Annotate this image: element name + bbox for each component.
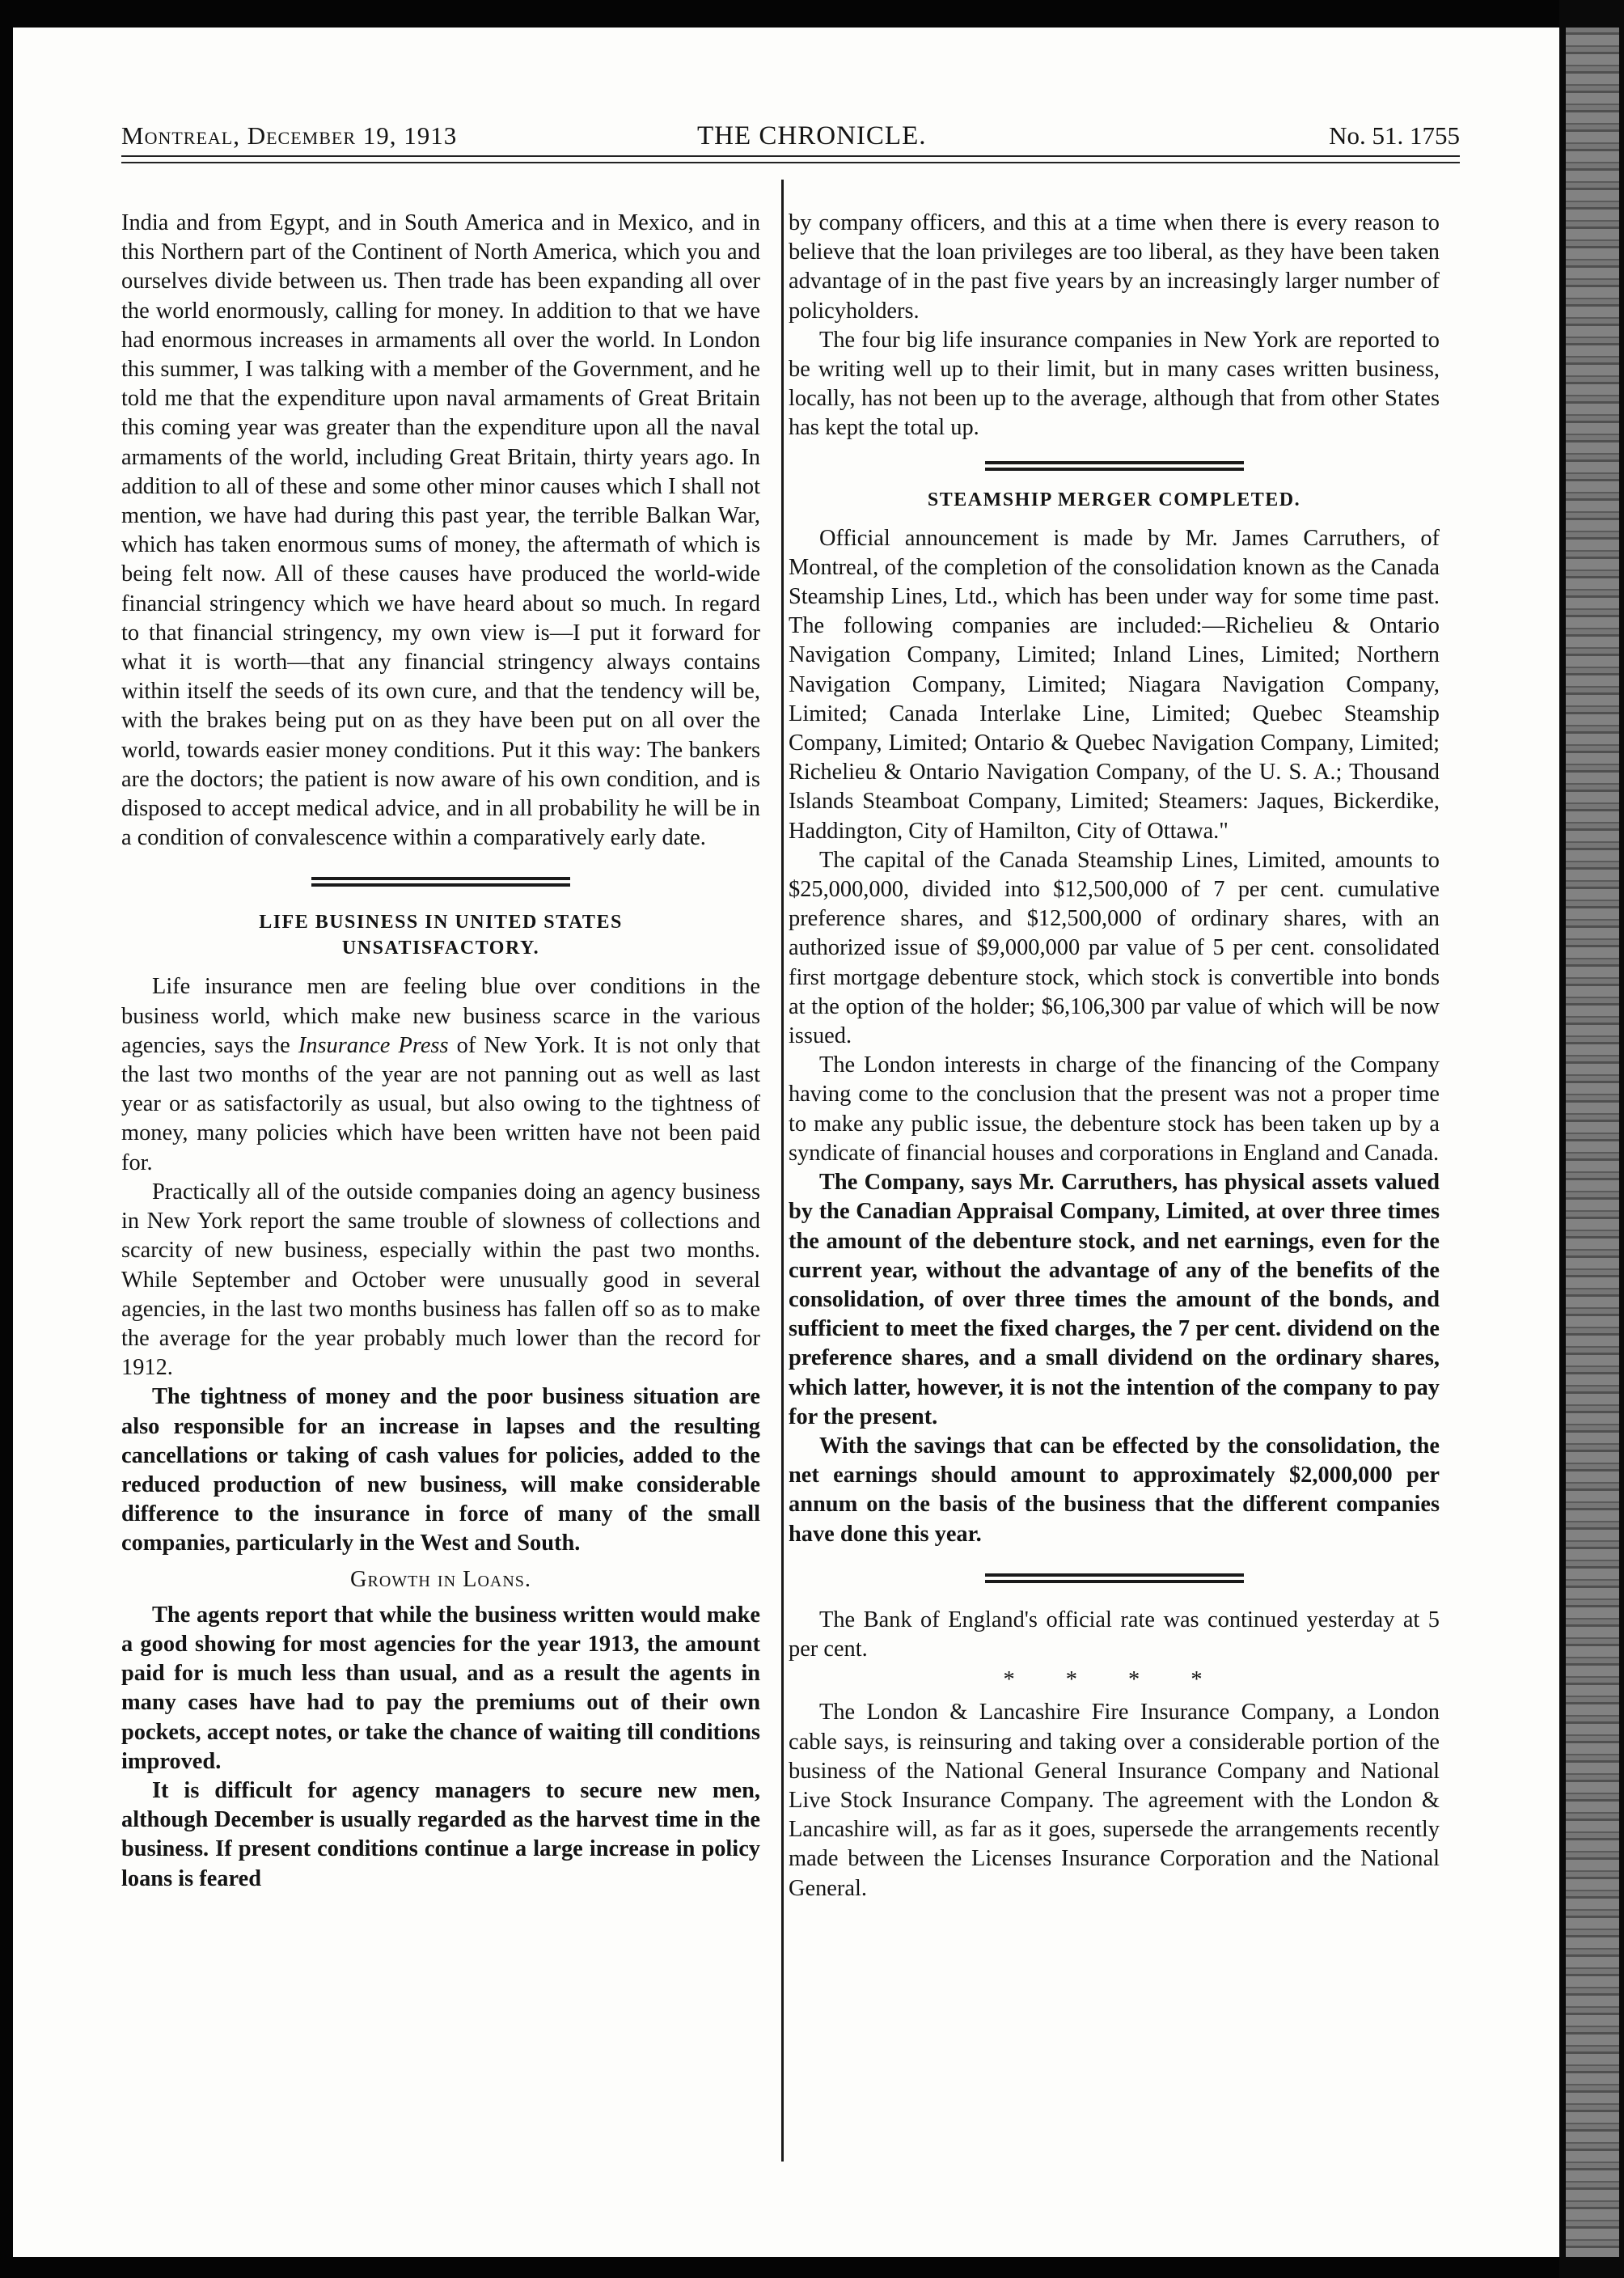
book-binding-edge <box>1566 28 1619 2257</box>
publication-name: Insurance Press <box>298 1032 449 1058</box>
article-paragraph: It is difficult for agency managers to secure new men, although December is usually regarded as the harvest time in the business. If present conditions continue a large increase in policy loans is feared <box>121 1777 760 1891</box>
scan-border-left <box>0 0 13 2278</box>
article-headline-steamship-merger: STEAMSHIP MERGER COMPLETED. <box>927 489 1301 510</box>
article-paragraph: The Company, says Mr. Carruthers, has physical assets valued by the Canadian Appraisal Company, Limited, at over three times the amount of the debenture stock, and net earnings, even for the current year, without the advantage of any of the benefits of the consolidation, of over three times the amount of the bonds, and sufficient to meet the fixed charges, the 7 per cent. dividend on the preference shares, and a small dividend on the ordinary shares, which latter, however, it is not the intention of the company to pay for the present. <box>789 1170 1440 1429</box>
paragraph-text: of New York. It is not only that the last two months of the year are not panning out as well as last year or as satisfactorily as usual, but also owing to the tightness of money, many policies which have been written have not been paid for. <box>121 1032 760 1175</box>
headline-line-1: LIFE BUSINESS IN UNITED STATES <box>259 912 623 934</box>
scan-border-top <box>0 0 1624 28</box>
paragraph-text: Life insurance men are feeling blue over conditions in the business world, which make new business scarce in the various agencies, says the <box>121 974 760 1058</box>
right-column <box>789 209 1440 1903</box>
article-paragraph: The agents report that while the business written would make a good showing for most agencies for the year 1913, the amount paid for is much less than usual, and as a result the agents in many cases have had to pay the premiums out of their own pockets, accept notes, or take the chance of waiting till conditions improved. <box>121 1602 760 1774</box>
article-paragraph <box>121 972 760 1177</box>
column-divider <box>781 180 784 2162</box>
header-dateline: Montreal, December 19, 1913 <box>121 121 458 150</box>
brief-paragraph-bank-rate: The Bank of England's official rate was continued yesterday at 5 per cent. <box>789 1607 1440 1662</box>
scan-border-bottom <box>0 2257 1624 2278</box>
header-issue-page: No. 51. 1755 <box>1329 121 1460 150</box>
header-masthead: THE CHRONICLE. <box>697 121 927 150</box>
article-paragraph: The four big life insurance companies in New York are reported to be writing well up to their limit, but in many cases written business, locally, has not been up to the average, although that from other States has kept the total up. <box>789 327 1440 441</box>
subheading-growth-in-loans: Growth in Loans. <box>349 1566 531 1592</box>
article-paragraph: The London interests in charge of the financing of the Company having come to the conclusion that the present was not a proper time to make any public issue, the debenture stock has been taken up by a syndicate of financial houses and corporations in England and Canada. <box>789 1052 1440 1166</box>
brief-paragraph-london-lancashire: The London & Lancashire Fire Insurance Company, a London cable says, is reinsuring and taking over a considerable portion of the business of the National General Insurance Company and National Live Stock Insurance Company. The agreement with the London & Lancashire will, as far as it goes, supersede the arrangements recently made between the Licenses Insurance Corporation and the National General. <box>789 1700 1440 1901</box>
article-separator <box>985 1573 1244 1583</box>
continued-paragraph: by company officers, and this at a time when there is every reason to believe that the loan privileges are too liberal, as they have been taken advantage of in the past five years by an increasingly larger number of policyholders. <box>789 210 1440 324</box>
article-paragraph: The tightness of money and the poor business situation are also responsible for an increase in lapses and the resulting cancellations or taking of cash values for policies, added to the reduced production of new business, will make considerable difference to the insurance in force of many of the small companies, particularly in the West and South. <box>121 1384 760 1556</box>
article-separator <box>985 461 1244 471</box>
article-paragraph: Practically all of the outside companies doing an agency business in New York report the same trouble of slowness of collections and scarcity of new business, especially within the past two months. While September and October were unusually good in several agencies, in the last two months business has fallen off so as to make the average for the year probably much lower than the record for 1912. <box>121 1179 760 1381</box>
article-paragraph: The capital of the Canada Steamship Lines, Limited, amounts to $25,000,000, divided into $12,500,000 of 7 per cent. cumulative preference shares, and $12,500,000 of ordinary shares, with an authorized issue of $9,000,000 par value of 5 per cent. consolidated first mortgage debenture stock, which stock is convertible into bonds at the option of the holder; $6,106,300 par value of which will be now issued. <box>789 847 1440 1049</box>
headline-line-2: UNSATISFACTORY. <box>341 938 540 959</box>
asterism-divider: * * * * <box>1003 1667 1225 1693</box>
article-headline-life-business <box>121 909 760 961</box>
left-column <box>121 209 760 1894</box>
article-paragraph: Official announcement is made by Mr. James Carruthers, of Montreal, of the completion of the consolidation known as the Canada Steamship Lines, Ltd., which has been under way for some time past. The following companies are included:—Richelieu & Ontario Navigation Company, Limited; Inland Lines, Limited; Northern Navigation Company, Limited; Niagara Navigation Company, Limited; Canada Interlake Line, Limited; Quebec Steamship Company, Limited; Ontario & Quebec Navigation Company, Limited; Richelieu & Ontario Navigation Company, of the U. S. A.; Thousand Islands Steamboat Company, Limited; Steamers: Jaques, Bickerdike, Haddington, City of Hamilton, City of Ottawa." <box>789 525 1440 844</box>
continued-paragraph: India and from Egypt, and in South America and in Mexico, and in this Northern part of the Continent of North America, which you and ourselves divide between us. Then trade has been expanding all over the world enormously, calling for money. In addition to that we have had enormous increases in armaments all over the world. In London this summer, I was talking with a member of the Government, and he told me that the expenditure upon naval armaments of Great Britain this coming year was greater than the expenditure upon all the naval armaments of the world, including Great Britain, thirty years ago. In addition to all of these and some other minor causes which I shall not mention, we have had during this past year, the terrible Balkan War, which has taken enormous sums of money, the aftermath of which is being felt now. All of these causes have produced the world-wide financial stringency which we have heard about so much. In regard to that financial stringency, my own view is—I put it forward for what it is worth—that any financial stringency always contains within itself the seeds of its own cure, and that the tendency will be, with the brakes being put on as they have been put on all over the world, towards easier money conditions. Put it this way: The bankers are the doctors; the patient is now aware of his own condition, and is disposed to accept medical advice, and in all probability he will be in a condition of convalescence within a comparatively early date. <box>121 210 760 851</box>
header-double-rule <box>121 155 1460 163</box>
article-separator <box>311 877 570 887</box>
article-paragraph: With the savings that can be effected by the consolidation, the net earnings should amount to approximately $2,000,000 per annum on the basis of the business that the different companies have done this year. <box>789 1433 1440 1547</box>
